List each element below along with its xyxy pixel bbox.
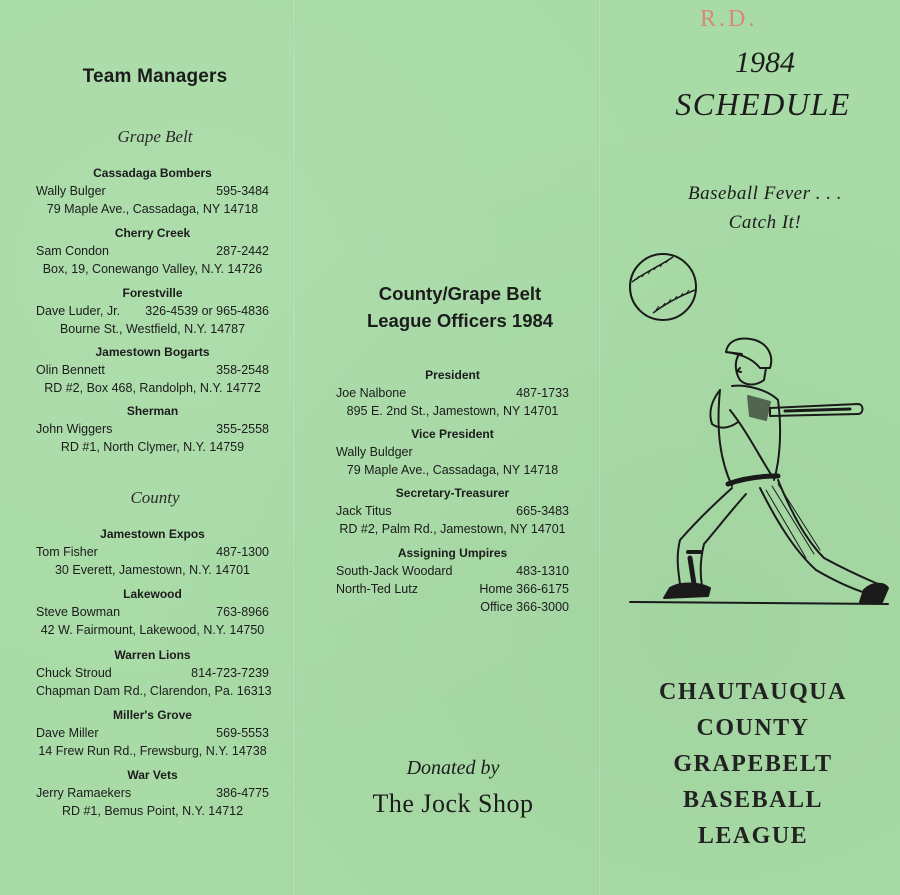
slogan-line-1: Baseball Fever . . . <box>687 183 843 204</box>
north-umpire-name: North-Ted Lutz <box>336 582 418 596</box>
north-umpire-home-phone: Home 366-6175 <box>479 582 569 596</box>
league-name-line: LEAGUE <box>697 823 809 849</box>
manager-address: Chapman Dam Rd., Clarendon, Pa. 16313 <box>36 684 272 698</box>
handwritten-initials: R.D. <box>700 6 758 32</box>
manager-address: RD #1, North Clymer, N.Y. 14759 <box>60 440 245 454</box>
league-name-line: GRAPEBELT <box>673 751 833 777</box>
league-name <box>600 674 900 854</box>
team-entry <box>36 224 269 278</box>
team-name: Warren Lions <box>114 648 191 662</box>
team-name: Cherry Creek <box>114 226 191 240</box>
officer-name: Jack Titus <box>336 504 392 518</box>
team-name: Jamestown Expos <box>100 527 205 541</box>
league-name-line: BASEBALL <box>682 787 824 813</box>
manager-phone: 595-3484 <box>216 184 269 198</box>
manager-address: RD #2, Box 468, Randolph, N.Y. 14772 <box>44 381 261 395</box>
manager-phone: 569-5553 <box>216 726 269 740</box>
manager-name: Tom Fisher <box>36 545 98 559</box>
manager-phone: 287-2442 <box>216 244 269 258</box>
manager-name: Dave Luder, Jr. <box>36 304 121 318</box>
team-entry <box>36 525 269 579</box>
manager-phone: 763-8966 <box>216 605 269 619</box>
officer-entry <box>336 484 569 538</box>
division-heading: Grape Belt <box>117 127 193 146</box>
manager-name: Steve Bowman <box>36 605 121 619</box>
manager-address: Bourne St., Westfield, N.Y. 14787 <box>59 322 246 336</box>
team-name: Lakewood <box>123 587 182 601</box>
officer-address: 895 E. 2nd St., Jamestown, NY 14701 <box>346 404 559 418</box>
manager-phone: 326-4539 or 965-4836 <box>145 304 269 318</box>
south-umpire-phone: 483-1310 <box>516 564 569 578</box>
baseball-icon <box>630 254 696 320</box>
team-entry <box>36 766 269 820</box>
league-officers-heading <box>300 280 620 334</box>
officer-address: 79 Maple Ave., Cassadaga, NY 14718 <box>346 463 559 477</box>
team-managers-heading: Team Managers <box>82 66 228 87</box>
manager-name: Olin Bennett <box>36 363 105 377</box>
division-heading: County <box>130 488 180 507</box>
manager-name: John Wiggers <box>36 422 113 436</box>
team-name: Forestville <box>122 286 183 300</box>
schedule-year: 1984 <box>735 46 795 79</box>
south-umpire-name: South-Jack Woodard <box>336 564 453 578</box>
manager-name: Dave Miller <box>36 726 99 740</box>
team-entry <box>36 646 272 700</box>
heading-line-1: County/Grape Belt <box>378 283 542 304</box>
batter-figure <box>630 339 888 605</box>
manager-name: Wally Bulger <box>36 184 106 198</box>
manager-phone: 386-4775 <box>216 786 269 800</box>
officer-entry <box>336 366 569 420</box>
league-name-line: CHAUTAUQUA <box>659 679 847 705</box>
manager-name: Jerry Ramaekers <box>36 786 132 800</box>
manager-address: 42 W. Fairmount, Lakewood, N.Y. 14750 <box>40 623 265 637</box>
team-entry <box>36 284 269 338</box>
officer-role: President <box>425 368 480 382</box>
manager-address: 14 Frew Run Rd., Frewsburg, N.Y. 14738 <box>38 744 267 758</box>
manager-name: Sam Condon <box>36 244 109 258</box>
umpires-entry <box>336 544 569 616</box>
manager-phone: 358-2548 <box>216 363 269 377</box>
officer-phone: 487-1733 <box>516 386 569 400</box>
team-entry <box>36 585 269 639</box>
north-umpire-office-phone: Office 366-3000 <box>480 600 569 614</box>
league-name-line: COUNTY <box>696 715 810 741</box>
manager-phone: 355-2558 <box>216 422 269 436</box>
team-name: Jamestown Bogarts <box>95 345 210 359</box>
manager-phone: 814-723-7239 <box>191 666 269 680</box>
slogan-line-2: Catch It! <box>728 212 802 233</box>
manager-name: Chuck Stroud <box>36 666 112 680</box>
officer-role: Vice President <box>411 427 494 441</box>
officer-name: Wally Buldger <box>336 445 413 459</box>
officer-role: Secretary-Treasurer <box>395 486 510 500</box>
donated-by-label: Donated by <box>406 757 500 779</box>
schedule-title: SCHEDULE <box>675 86 851 122</box>
officer-phone: 665-3483 <box>516 504 569 518</box>
officer-role: Assigning Umpires <box>397 546 508 560</box>
team-name: Miller's Grove <box>113 708 192 722</box>
baseball-batter-illustration <box>620 240 890 630</box>
manager-address: RD #1, Bemus Point, N.Y. 14712 <box>61 804 244 818</box>
manager-address: Box, 19, Conewango Valley, N.Y. 14726 <box>42 262 263 276</box>
manager-phone: 487-1300 <box>216 545 269 559</box>
officer-entry <box>336 425 569 479</box>
team-name: Cassadaga Bombers <box>93 166 212 180</box>
manager-address: 79 Maple Ave., Cassadaga, NY 14718 <box>46 202 259 216</box>
officer-name: Joe Nalbone <box>336 386 407 400</box>
team-entry <box>36 343 269 397</box>
officer-address: RD #2, Palm Rd., Jamestown, NY 14701 <box>339 522 566 536</box>
team-entry <box>36 706 269 760</box>
sponsor-name: The Jock Shop <box>372 789 534 818</box>
team-entry <box>36 402 269 456</box>
manager-address: 30 Everett, Jamestown, N.Y. 14701 <box>54 563 251 577</box>
heading-line-2: League Officers 1984 <box>366 310 554 331</box>
team-name: War Vets <box>127 768 178 782</box>
team-name: Sherman <box>126 404 179 418</box>
team-entry <box>36 164 269 218</box>
